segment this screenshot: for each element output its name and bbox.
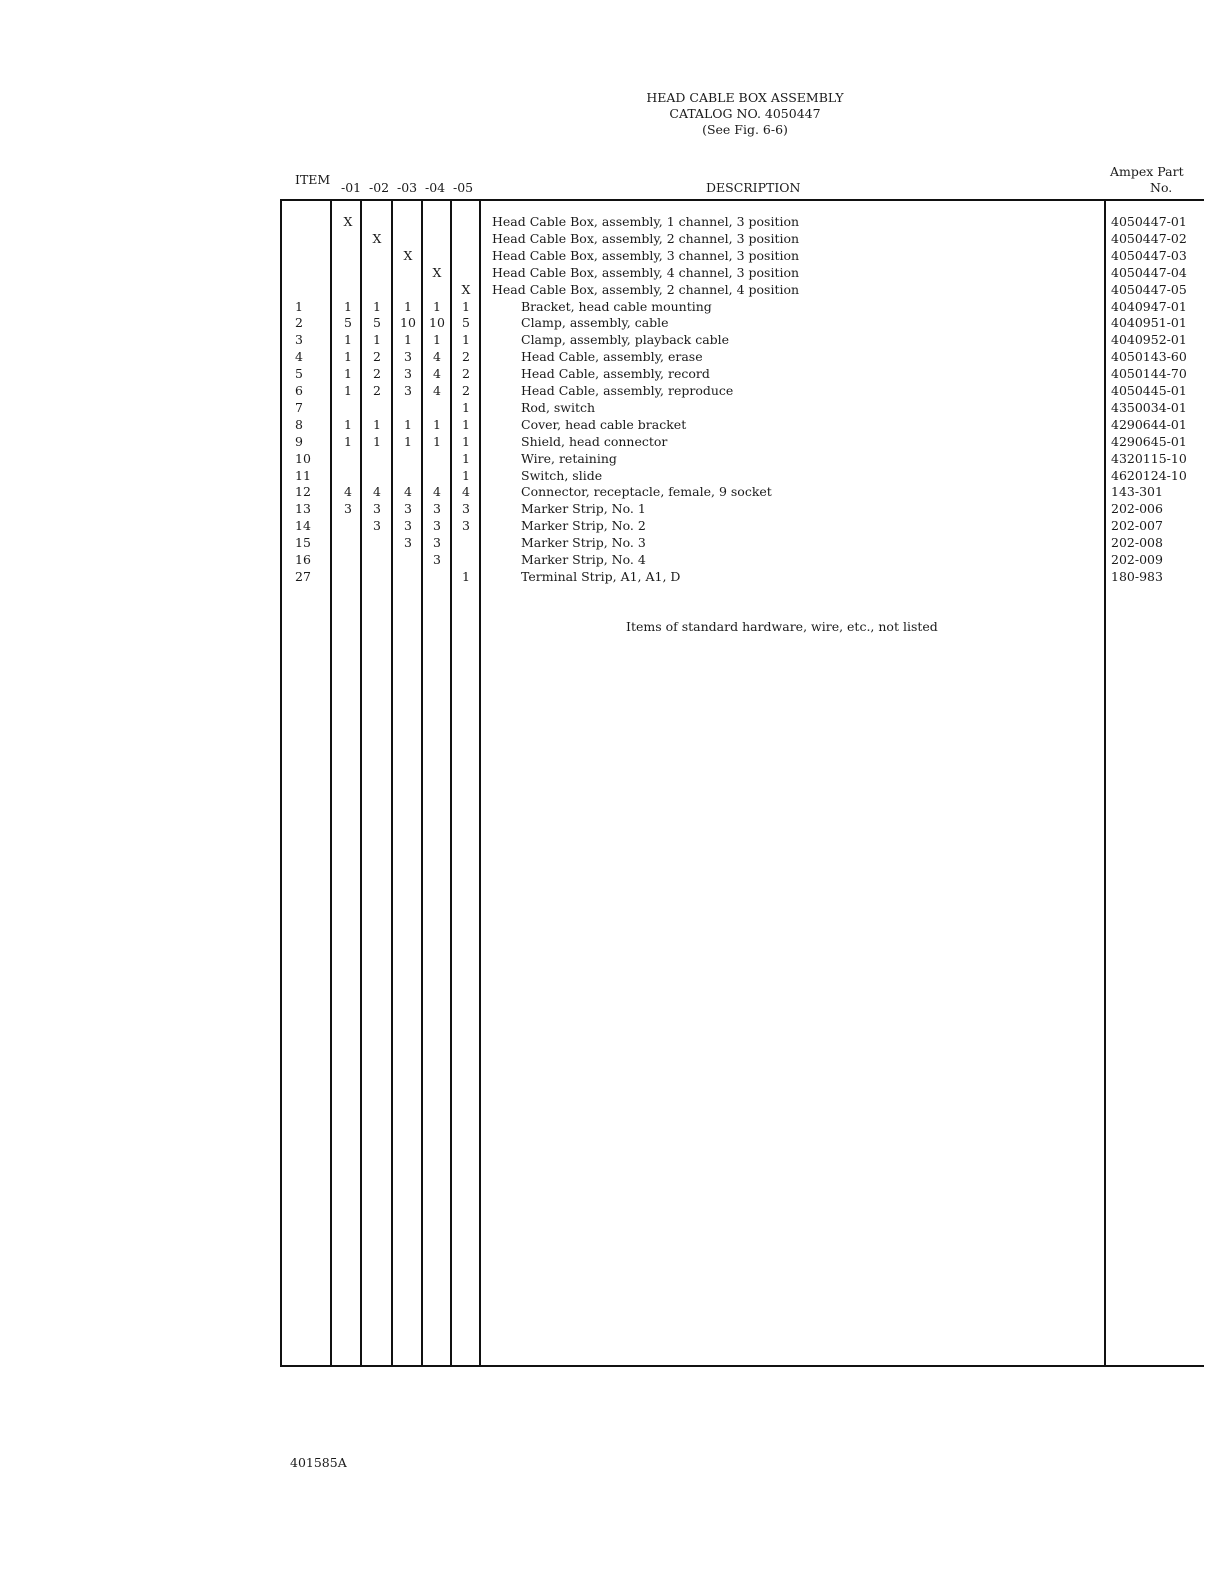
quantity-cell: 2 — [462, 366, 470, 382]
quantity-cell: 1 — [344, 349, 352, 365]
quantity-cell: 1 — [373, 298, 381, 314]
variant-column-header: -03 — [397, 180, 418, 195]
quantity-cell: 3 — [462, 518, 470, 534]
part-number: 4350034-01 — [1111, 399, 1187, 415]
quantity-cell: 1 — [404, 332, 412, 348]
item-description: Terminal Strip, A1, A1, D — [521, 568, 681, 584]
item-number: 6 — [295, 383, 303, 398]
quantity-cell: 10 — [429, 315, 445, 331]
variant-column-header: -01 — [341, 180, 362, 195]
item-number: 15 — [295, 535, 311, 551]
quantity-cell: 1 — [462, 399, 470, 415]
item-number: 14 — [295, 518, 311, 534]
quantity-cell: 1 — [404, 416, 412, 432]
item-description: Shield, head connector — [521, 433, 668, 449]
quantity-cell: 3 — [404, 366, 412, 382]
document-title — [640, 90, 850, 138]
item-number: 10 — [295, 450, 311, 466]
part-number: 4050143-60 — [1111, 349, 1187, 365]
column-divider — [280, 199, 282, 1365]
part-number: 4050445-01 — [1111, 383, 1187, 398]
quantity-cell: 1 — [462, 433, 470, 449]
item-description: Wire, retaining — [521, 450, 617, 466]
quantity-cell: 1 — [373, 416, 381, 432]
quantity-cell: 3 — [404, 535, 412, 551]
title-line-2: CATALOG NO. 4050447 — [669, 106, 821, 121]
item-number: 8 — [295, 416, 303, 432]
item-number: 12 — [295, 484, 311, 500]
quantity-cell: X — [461, 281, 471, 297]
item-description: Marker Strip, No. 2 — [521, 518, 646, 534]
quantity-cell: X — [343, 214, 353, 229]
column-divider — [1104, 199, 1106, 1365]
variant-column-header: -05 — [453, 180, 474, 195]
item-description: Head Cable, assembly, reproduce — [521, 383, 734, 398]
quantity-cell: 1 — [404, 433, 412, 449]
part-number: 4040952-01 — [1111, 332, 1187, 348]
quantity-cell: 4 — [433, 349, 441, 365]
part-number: 4320115-10 — [1111, 450, 1187, 466]
quantity-cell: 3 — [433, 501, 441, 517]
quantity-cell: 3 — [404, 383, 412, 398]
quantity-cell: 2 — [373, 349, 381, 365]
quantity-cell: 5 — [462, 315, 470, 331]
quantity-cell: 1 — [344, 433, 352, 449]
quantity-cell: 1 — [433, 332, 441, 348]
item-description: Switch, slide — [521, 467, 603, 483]
title-line-1: HEAD CABLE BOX ASSEMBLY — [646, 90, 844, 105]
quantity-cell: 1 — [344, 366, 352, 382]
quantity-cell: 4 — [433, 383, 441, 398]
item-number: 13 — [295, 501, 311, 517]
item-description: Head Cable Box, assembly, 2 channel, 3 position — [492, 230, 800, 246]
item-description: Marker Strip, No. 1 — [521, 501, 646, 517]
item-description: Head Cable, assembly, record — [521, 366, 710, 382]
part-column-header-line-1: Ampex Part — [1110, 164, 1184, 179]
item-number: 27 — [295, 568, 311, 584]
quantity-cell: 2 — [462, 383, 470, 398]
quantity-cell: 1 — [462, 416, 470, 432]
item-number: 5 — [295, 366, 303, 382]
item-number: 16 — [295, 552, 311, 567]
quantity-cell: 1 — [433, 298, 441, 314]
part-number: 4040951-01 — [1111, 315, 1187, 331]
item-description: Head Cable Box, assembly, 2 channel, 4 position — [492, 281, 800, 297]
quantity-cell: 3 — [433, 535, 441, 551]
quantity-cell: X — [432, 264, 442, 280]
variant-column-header: -04 — [425, 180, 446, 195]
item-description: Marker Strip, No. 3 — [521, 535, 646, 551]
part-number: 202-006 — [1111, 501, 1163, 517]
title-line-3: (See Fig. 6-6) — [702, 122, 788, 137]
item-description: Head Cable Box, assembly, 3 channel, 3 position — [492, 247, 800, 263]
quantity-cell: 4 — [344, 484, 352, 500]
part-number: 202-007 — [1111, 518, 1163, 534]
item-number: 1 — [295, 298, 303, 314]
item-description: Connector, receptacle, female, 9 socket — [521, 484, 772, 500]
quantity-cell: 3 — [462, 501, 470, 517]
quantity-cell: 3 — [404, 501, 412, 517]
quantity-cell: 3 — [373, 501, 381, 517]
quantity-cell: 1 — [373, 332, 381, 348]
part-number: 180-983 — [1111, 568, 1163, 584]
quantity-cell: 1 — [462, 332, 470, 348]
quantity-cell: 5 — [373, 315, 381, 331]
quantity-cell: 1 — [373, 433, 381, 449]
quantity-cell: 4 — [433, 484, 441, 500]
part-number: 4040947-01 — [1111, 298, 1187, 314]
item-number: 3 — [295, 332, 303, 348]
document-number: 401585A — [290, 1455, 347, 1470]
item-description: Head Cable Box, assembly, 4 channel, 3 position — [492, 264, 800, 280]
part-number: 202-009 — [1111, 552, 1163, 567]
quantity-cell: 1 — [462, 467, 470, 483]
part-number: 143-301 — [1111, 484, 1163, 500]
item-description: Bracket, head cable mounting — [521, 298, 712, 314]
quantity-cell: 1 — [404, 298, 412, 314]
part-number: 4050447-02 — [1111, 230, 1187, 246]
part-number: 4290644-01 — [1111, 416, 1187, 432]
quantity-cell: X — [403, 247, 413, 263]
quantity-cell: 1 — [344, 383, 352, 398]
part-number: 4050447-05 — [1111, 281, 1187, 297]
part-column-header-line-2: No. — [1150, 180, 1173, 195]
quantity-cell: 1 — [433, 433, 441, 449]
item-description: Cover, head cable bracket — [521, 416, 687, 432]
item-description: Head Cable Box, assembly, 1 channel, 3 position — [492, 214, 800, 229]
item-number: 9 — [295, 433, 303, 449]
description-column-header: DESCRIPTION — [706, 180, 801, 195]
item-description: Head Cable, assembly, erase — [521, 349, 703, 365]
item-description: Marker Strip, No. 4 — [521, 552, 646, 567]
quantity-cell: 3 — [404, 349, 412, 365]
part-number: 4620124-10 — [1111, 467, 1187, 483]
item-number: 7 — [295, 399, 303, 415]
item-description: Rod, switch — [521, 399, 596, 415]
quantity-cell: 3 — [404, 518, 412, 534]
part-number: 202-008 — [1111, 535, 1163, 551]
quantity-cell: 1 — [462, 450, 470, 466]
quantity-cell: 4 — [404, 484, 412, 500]
variant-column-header: -02 — [369, 180, 390, 195]
quantity-cell: 3 — [344, 501, 352, 517]
quantity-cell: 3 — [373, 518, 381, 534]
item-column-header: ITEM — [295, 172, 331, 187]
quantity-cell: 5 — [344, 315, 352, 331]
part-number: 4050447-01 — [1111, 214, 1187, 229]
quantity-cell: X — [372, 230, 382, 246]
quantity-cell: 2 — [373, 366, 381, 382]
part-number: 4050447-04 — [1111, 264, 1187, 280]
item-number: 4 — [295, 349, 303, 365]
part-number: 4290645-01 — [1111, 433, 1187, 449]
quantity-cell: 4 — [462, 484, 470, 500]
item-number: 2 — [295, 315, 303, 331]
part-number: 4050144-70 — [1111, 366, 1187, 382]
quantity-cell: 1 — [344, 416, 352, 432]
item-description: Clamp, assembly, playback cable — [521, 332, 730, 348]
quantity-cell: 1 — [462, 568, 470, 584]
quantity-cell: 2 — [462, 349, 470, 365]
quantity-cell: 4 — [433, 366, 441, 382]
quantity-cell: 3 — [433, 552, 441, 567]
item-description: Clamp, assembly, cable — [521, 315, 669, 331]
quantity-cell: 2 — [373, 383, 381, 398]
hardware-note: Items of standard hardware, wire, etc., not listed — [626, 619, 938, 634]
quantity-cell: 3 — [433, 518, 441, 534]
item-number: 11 — [295, 467, 311, 483]
quantity-cell: 1 — [462, 298, 470, 314]
part-number: 4050447-03 — [1111, 247, 1187, 263]
quantity-cell: 1 — [344, 298, 352, 314]
quantity-cell: 10 — [400, 315, 416, 331]
quantity-cell: 1 — [433, 416, 441, 432]
column-divider — [330, 199, 332, 1365]
quantity-cell: 4 — [373, 484, 381, 500]
quantity-cell: 1 — [344, 332, 352, 348]
